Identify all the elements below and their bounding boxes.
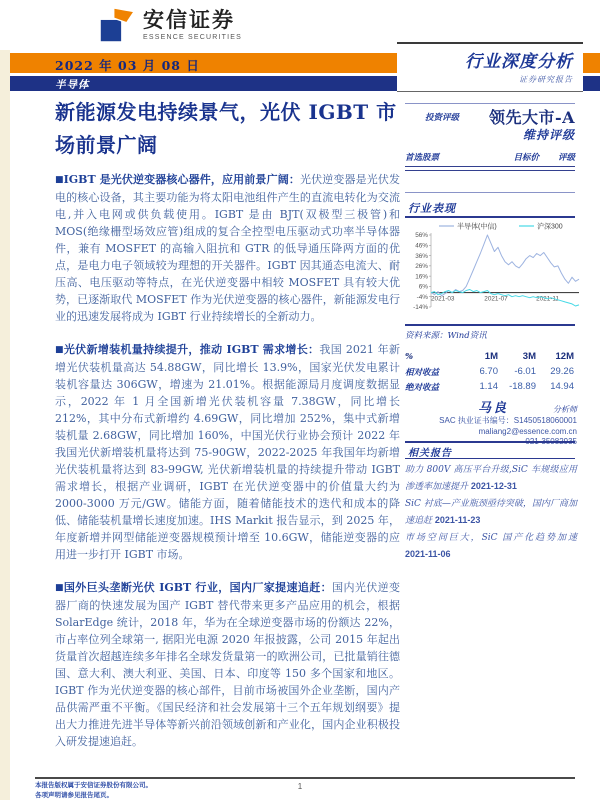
returns-table (405, 349, 575, 394)
analyst-block (405, 397, 577, 448)
related-reports-title: 相关报告 (408, 448, 452, 459)
svg-text:16%: 16% (415, 273, 428, 281)
relative-return-label: 相对收益 (405, 367, 440, 378)
bullet-icon: ■ (55, 175, 64, 185)
related-report-date: 2021-12-31 (470, 480, 517, 491)
industry-category: 半导体 (55, 79, 90, 91)
report-type: 行业深度分析 (465, 52, 573, 72)
industry-performance-chart (403, 219, 583, 323)
related-report-item (405, 531, 577, 563)
svg-text:2021-07: 2021-07 (484, 295, 508, 303)
returns-header-row (405, 349, 575, 364)
svg-text:-14%: -14% (413, 304, 428, 312)
relative-return-row (405, 364, 575, 379)
svg-text:沪深300: 沪深300 (537, 223, 563, 231)
bullet-icon: ■ (55, 345, 64, 355)
related-report-title: 助力 800V 高压平台升级,SiC 车规级应用渗透率加速提升 (405, 465, 577, 492)
related-report-title: SiC 衬底—产业瓶颈亟待突破，国内厂商加速追赶 (405, 499, 577, 526)
related-report-item (405, 463, 577, 495)
svg-text:2021-11: 2021-11 (536, 295, 560, 303)
brand-logo (98, 7, 242, 48)
paragraph-lead: IGBT 是光伏逆变器核心器件，应用前景广阔： (63, 173, 300, 186)
rating-label: 投资评级 (425, 113, 460, 123)
paragraph-text: 光伏逆变器是光伏发电的核心设备，其主要功能为将太阳电池组件产生的直流电转化为交流电,并入电网或供负载使用。IGBT 是由 BJT(双极型三极管)和 MOS(绝缘栅型场效应管)组成的复合全控型电压驱动式功率半导体器件，兼有 MOSFET 的高输入阻抗和 GTR 的低导通压降两方面的优点，是电力电子领域较为理想的开关器件。IGBT 因其通态电流大、耐压高、电压驱动等特点，在光伏逆变器中相较 MOSFET 具有较大优势，已逐渐取代 MOSFET 作为光伏逆变器的核心器件，新能源发电行业的迅速发展将成为 IGBT 行业持续增长的全新动力。 (55, 173, 400, 323)
paragraph-text: 我国 2021 年新增光伏装机量高达 54.88GW，同比增长 13.9%，国家光伏发电累计装机容量达 306GW，增速为 21.01%。根据能源局月度调度数据显示，2022 年 1 月全国新增光伏装机容量 7.38GW，同比增长 212%，其中分布式新增约 4.69GW，同比增加 252%，集中式新增装机量 2.68GW，同比增加 160%，中国光伏行业协会预计 2022 年我国光伏新增装机量将达到 75-90GW，2022-2025 年我国年均新增光伏装机量将达到 83-99GW, 光伏新增装机量的持续提升带动 IGBT 需求增长，根据产业调研，IGBT 在光伏逆变器中的价值量大约为 2000-3000 万元/GW。储能方面，随着储能技术的迭代和成本的降低、储能装机量增长速度加速。IHS Markit 报告显示，到 2025 年，年度新增并网型储能逆变器规模预计增至 10.6GW，储能逆变器的应用进一步打开 IGBT 市场。 (55, 343, 400, 561)
report-subtype: 证券研究报告 (519, 75, 573, 84)
paragraph-lead: 国外巨头垄断光伏 IGBT 行业，国内厂家提速追赶： (63, 581, 333, 594)
related-report-title: 市场空间巨大，SiC 国产化趋势加速 (405, 533, 577, 543)
performance-rule (405, 216, 575, 218)
returns-header-12m: 12M (555, 351, 574, 362)
rating-status: 维持评级 (522, 128, 575, 142)
report-body (55, 171, 400, 766)
absolute-return-3m: -18.89 (509, 381, 536, 392)
absolute-return-label: 绝对收益 (405, 382, 440, 393)
sidebar-divider (405, 103, 575, 104)
returns-header-1m: 1M (484, 351, 498, 362)
absolute-return-12m: 14.94 (550, 381, 574, 392)
svg-text:-4%: -4% (416, 293, 428, 301)
svg-text:26%: 26% (415, 263, 428, 271)
analyst-sac: SAC 执业证书编号：S1450518060001 (439, 416, 577, 425)
svg-text:2021-03: 2021-03 (431, 295, 455, 303)
analyst-role: 分析师 (553, 405, 577, 414)
related-reports-list (405, 463, 577, 565)
report-type-box (397, 42, 583, 92)
preferred-stock-header (405, 151, 575, 163)
related-reports-top-rule (405, 441, 575, 443)
essence-logo-icon (98, 7, 135, 48)
paragraph-lead: 光伏新增装机量持续提升，推动 IGBT 需求增长： (63, 343, 320, 356)
svg-text:56%: 56% (415, 232, 428, 240)
investment-rating-row (405, 105, 575, 128)
returns-header-pct: % (405, 351, 414, 362)
related-reports-rule (405, 458, 575, 459)
footer-rule (35, 777, 575, 779)
industry-performance-title: 行业表现 (408, 202, 456, 215)
relative-return-12m: 29.26 (550, 366, 574, 377)
related-report-item (405, 497, 577, 529)
chart-source: 资料来源：Wind资讯 (405, 324, 575, 341)
paragraph-igbt-core (55, 171, 400, 325)
returns-header-3m: 3M (522, 351, 536, 362)
analyst-name: 马良 (477, 401, 508, 416)
page-number: 1 (297, 782, 303, 791)
absolute-return-row (405, 379, 575, 394)
rating-value: 领先大市-A (488, 108, 575, 127)
paragraph-text: 国内光伏逆变器厂商的快速发展为国产 IGBT 替代带来更多产品应用的机会，根据 SolarEdge 统计，2018 年，华为在全球逆变器市场的份额达 22%，市占率位列全球第一, 据阳光电源 2020 年报披露，公司 2015 年起出货量首次超越连续多年排名全球发货量第一的欧洲公司，已批量销往德国、意大利、澳大利亚、美国、日本、印度等 150 多个国家和地区。IGBT 作为光伏逆变器的核心部件，目前市场被国外企业垄断，国内产品供需严重不平衡。《国民经济和社会发展第十三个五年规划纲要》提出大力推进先进半导体等新兴前沿领域创新和产业化，国内企业积极投入研发提速追赶。 (55, 581, 400, 748)
svg-text:6%: 6% (418, 283, 428, 291)
stock-col-target: 目标价 (513, 153, 539, 163)
footer-copyright: 本报告版权属于安信证券股份有限公司。 (35, 781, 152, 789)
analyst-email: maliang2@essence.com.cn (478, 426, 577, 436)
stock-col-rating: 评级 (557, 153, 575, 163)
paragraph-pv-install (55, 341, 400, 563)
stock-col-name: 首选股票 (405, 153, 440, 163)
related-report-date: 2021-11-23 (434, 514, 481, 525)
stock-table-bottom-rule (405, 192, 575, 193)
performance-line-chart (403, 219, 583, 323)
absolute-return-1m: 1.14 (479, 381, 498, 392)
relative-return-1m: 6.70 (479, 366, 498, 377)
analyst-phone: 021-35082935 (525, 437, 577, 446)
svg-text:46%: 46% (415, 242, 428, 250)
paragraph-domestic-catchup (55, 579, 400, 750)
brand-name-cn: 安信证券 (143, 7, 235, 32)
brand-name-en: ESSENCE SECURITIES (143, 34, 243, 41)
stock-table-rule (405, 166, 575, 171)
svg-text:半导体(中信): 半导体(中信) (457, 223, 497, 231)
footer-disclaimer: 各项声明请参见报告尾页。 (35, 790, 113, 799)
relative-return-3m: -6.01 (514, 366, 536, 377)
report-date: 2022 年 03 月 08 日 (55, 58, 200, 73)
page-edge-strip (0, 50, 10, 800)
svg-text:36%: 36% (415, 252, 428, 260)
bullet-icon: ■ (55, 583, 64, 593)
related-report-date: 2021-11-06 (405, 548, 451, 559)
report-title: 新能源发电持续景气，光伏 IGBT 市场前景广阔 (55, 100, 397, 157)
